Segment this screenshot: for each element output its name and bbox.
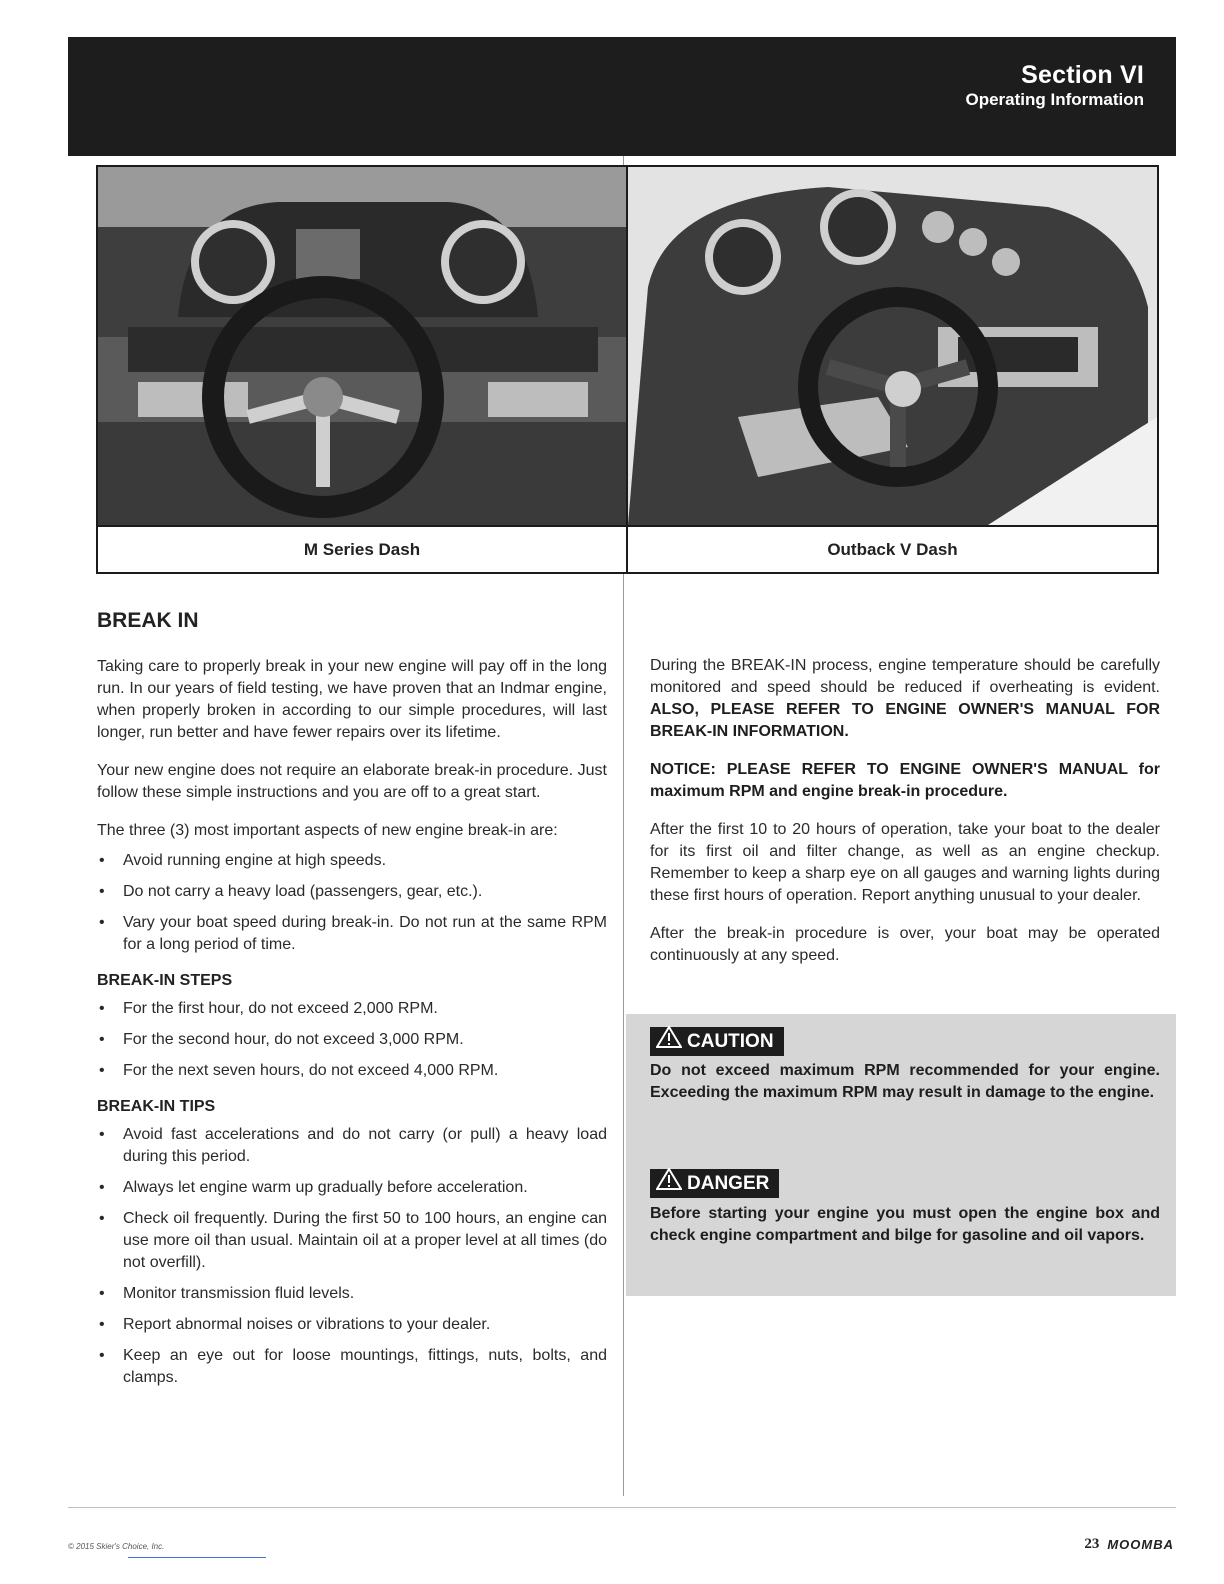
list-item: • For the second hour, do not exceed 3,000 RPM. [97, 1029, 607, 1051]
list-item: • For the first hour, do not exceed 2,000 RPM. [97, 998, 607, 1020]
first-service-paragraph: After the first 10 to 20 hours of operation, take your boat to the dealer for its first oil and filter change, as well as an engine checkup. Remember to keep a sharp eye on all gauges and warning lights during these first hours of operation. Report anything unusual to your dealer. [650, 821, 1160, 904]
outback-v-dash-photo [628, 167, 1157, 525]
section-title: Section VI [1021, 61, 1144, 89]
list-item: • Do not carry a heavy load (passengers, gear, etc.). [97, 881, 607, 903]
notice-text: NOTICE: PLEASE REFER TO ENGINE OWNER'S MANUAL for maximum RPM and engine break-in procedure. [650, 761, 1160, 800]
list-item: • Check oil frequently. During the first 50 to 100 hours, an engine can use more oil than usual. Maintain oil at a proper level at all times (do not overfill). [97, 1208, 607, 1274]
break-in-tips-heading: BREAK-IN TIPS [97, 1098, 216, 1115]
tips-list [97, 1124, 607, 1389]
danger-label-text: DANGER [687, 1173, 770, 1194]
owners-manual-note: ALSO, PLEASE REFER TO ENGINE OWNER'S MANUAL FOR BREAK-IN INFORMATION. [650, 701, 1160, 740]
list-item: • Keep an eye out for loose mountings, fittings, nuts, bolts, and clamps. [97, 1345, 607, 1389]
outback-v-dash-caption: Outback V Dash [827, 540, 958, 559]
caution-label-text: CAUTION [687, 1031, 774, 1052]
break-in-column [97, 610, 607, 1399]
footer-divider [68, 1507, 1176, 1508]
list-item: • Always let engine warm up gradually before acceleration. [97, 1177, 607, 1199]
break-in-heading: BREAK IN [97, 609, 199, 632]
danger-text: Before starting your engine you must open the engine box and check engine compartment and bilge for gasoline and oil vapors. [650, 1205, 1160, 1244]
list-item: • For the next seven hours, do not exceed 4,000 RPM. [97, 1060, 607, 1082]
m-series-dash-caption: M Series Dash [98, 527, 628, 572]
m-series-dash-photo [98, 167, 628, 525]
after-break-in-paragraph: After the break-in procedure is over, your boat may be operated continuously at any speed. [650, 925, 1160, 964]
photo-captions [98, 525, 1157, 572]
list-item: • Vary your boat speed during break-in. Do not run at the same RPM for a long period of time. [97, 912, 607, 956]
break-in-process-paragraph [650, 655, 1160, 743]
section-subtitle: Operating Information [965, 90, 1144, 109]
list-item: • Report abnormal noises or vibrations to your dealer. [97, 1314, 607, 1336]
aspects-intro: The three (3) most important aspects of new engine break-in are: [97, 822, 558, 839]
instructions-paragraph: Your new engine does not require an elaborate break-in procedure. Just follow these simple instructions and you are off to a great start. [97, 762, 607, 801]
page-number: 23 [1084, 1536, 1100, 1552]
brand-logo: MOOMBA [1107, 1537, 1174, 1552]
warnings-panel [626, 1014, 1176, 1296]
break-in-steps-heading: BREAK-IN STEPS [97, 972, 233, 989]
steps-list [97, 998, 607, 1082]
warning-triangle-icon [656, 1026, 682, 1057]
page-footer [1084, 1536, 1174, 1553]
caution-label [650, 1027, 784, 1056]
right-column [650, 655, 1160, 983]
bottom-link-underline [128, 1557, 266, 1558]
intro-paragraph: Taking care to properly break in your new engine will pay off in the long run. In our years of field testing, we have proven that an Indmar engine, when properly broken in according to our simple procedures, will last longer, run better and have fewer repairs over its lifetime. [97, 658, 607, 741]
list-item: • Monitor transmission fluid levels. [97, 1283, 607, 1305]
section-header [68, 37, 1176, 156]
list-item: • Avoid fast accelerations and do not carry (or pull) a heavy load during this period. [97, 1124, 607, 1168]
caution-text: Do not exceed maximum RPM recommended for your engine. Exceeding the maximum RPM may result in damage to the engine. [650, 1062, 1160, 1101]
danger-label [650, 1169, 779, 1198]
warning-triangle-icon [656, 1168, 682, 1199]
copyright: © 2015 Skier's Choice, Inc. [68, 1542, 165, 1551]
aspects-list [97, 850, 607, 956]
dash-photos [96, 165, 1159, 574]
list-item: • Avoid running engine at high speeds. [97, 850, 607, 872]
process-text: During the BREAK-IN process, engine temperature should be carefully monitored and speed should be reduced if overheating is evident. [650, 657, 1160, 696]
